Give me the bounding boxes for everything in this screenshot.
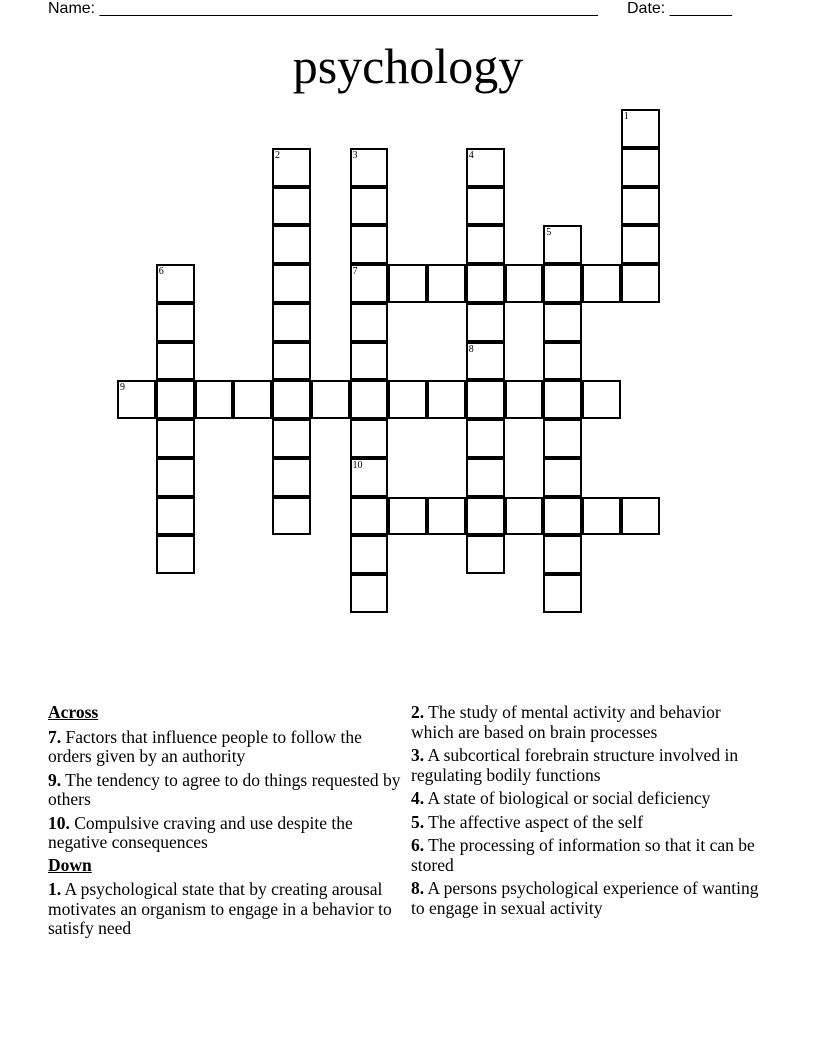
clue-number-label: 4. xyxy=(411,788,425,808)
clues-left-column xyxy=(48,703,403,943)
clue-text: The processing of information so that it can be stored xyxy=(411,835,755,875)
clue-number: 2 xyxy=(275,149,280,161)
clue-number: 9 xyxy=(120,382,125,394)
grid-cell[interactable] xyxy=(466,342,505,381)
clue-item xyxy=(411,746,766,785)
grid-cell[interactable] xyxy=(388,264,427,303)
grid-cell[interactable] xyxy=(156,303,195,342)
clue-number-label: 5. xyxy=(411,811,425,832)
clue-text: A subcortical forebrain structure involved in regulating bodily functions xyxy=(411,745,739,785)
grid-cell[interactable] xyxy=(621,497,660,536)
grid-cell[interactable] xyxy=(350,574,389,613)
grid-cell[interactable] xyxy=(466,458,505,497)
grid-cell[interactable] xyxy=(350,303,389,342)
date-field-line: Date: _______ xyxy=(627,0,732,17)
grid-cell[interactable] xyxy=(272,187,311,226)
grid-cell[interactable] xyxy=(350,380,389,419)
grid-cell[interactable] xyxy=(582,380,621,419)
grid-cell[interactable] xyxy=(621,109,660,148)
grid-cell[interactable] xyxy=(272,225,311,264)
grid-cell[interactable] xyxy=(466,264,505,303)
grid-cell[interactable] xyxy=(350,497,389,536)
grid-cell[interactable] xyxy=(427,264,466,303)
clue-text: Factors that influence people to follow the orders given by an authority xyxy=(48,726,362,766)
grid-cell[interactable] xyxy=(543,342,582,381)
clue-item xyxy=(48,880,403,939)
clue-number: 8 xyxy=(468,343,474,355)
clue-number-label: 3. xyxy=(411,745,425,765)
grid-cell[interactable] xyxy=(466,303,505,342)
grid-cell[interactable] xyxy=(466,148,505,187)
grid-cell[interactable] xyxy=(272,458,311,497)
grid-cell[interactable] xyxy=(543,535,582,574)
clue-text: The tendency to agree to do things requested by others xyxy=(48,769,401,809)
down-clue-list-left xyxy=(48,880,403,939)
grid-cell[interactable] xyxy=(272,419,311,458)
across-heading: Across xyxy=(48,702,99,722)
clue-item xyxy=(411,789,766,809)
grid-cell[interactable] xyxy=(233,380,272,419)
grid-cell[interactable] xyxy=(350,148,389,187)
clue-number: 1 xyxy=(623,111,629,122)
clue-item xyxy=(48,771,403,810)
grid-cell[interactable] xyxy=(582,264,621,303)
grid-cell[interactable] xyxy=(427,380,466,419)
grid-cell[interactable] xyxy=(311,380,350,419)
grid-cell[interactable] xyxy=(505,497,544,536)
grid-cell[interactable] xyxy=(466,187,505,226)
clue-number: 7 xyxy=(352,266,358,277)
grid-cell[interactable] xyxy=(272,342,311,381)
grid-cell[interactable] xyxy=(388,380,427,419)
grid-cell[interactable] xyxy=(466,225,505,264)
grid-cell[interactable] xyxy=(156,458,195,497)
clue-item xyxy=(48,728,403,767)
clue-text: A persons psychological experience of wanting to engage in sexual activity xyxy=(411,878,759,918)
clue-number: 4 xyxy=(468,149,474,161)
across-clue-list xyxy=(48,728,403,853)
clue-number-label: 1. xyxy=(48,879,62,899)
clues-right-column xyxy=(411,703,766,922)
clue-item xyxy=(411,836,766,875)
grid-cell[interactable] xyxy=(117,380,156,419)
grid-cell[interactable] xyxy=(543,574,582,613)
clue-number-label: 6. xyxy=(411,835,425,855)
grid-cell[interactable] xyxy=(350,535,389,574)
clue-text: The study of mental activity and behavior which are based on brain processes xyxy=(411,702,721,742)
grid-cell[interactable] xyxy=(621,148,660,187)
grid-cell[interactable] xyxy=(272,264,311,303)
grid-cell[interactable] xyxy=(195,380,234,419)
grid-cell[interactable] xyxy=(156,342,195,381)
grid-cell[interactable] xyxy=(543,264,582,303)
clue-number: 3 xyxy=(352,149,358,161)
clue-text: The affective aspect of the self xyxy=(424,811,644,832)
name-field-line: Name: ________________________________________________________ xyxy=(48,0,598,17)
grid-cell[interactable] xyxy=(156,497,195,536)
grid-cell[interactable] xyxy=(466,419,505,458)
clue-number-label: 7. xyxy=(48,726,62,747)
down-heading: Down xyxy=(48,854,92,875)
grid-cell[interactable] xyxy=(272,148,311,187)
clue-text: Compulsive craving and use despite the negative consequences xyxy=(48,812,353,852)
grid-cell[interactable] xyxy=(543,497,582,536)
grid-cell[interactable] xyxy=(621,225,660,264)
clue-number: 5 xyxy=(546,227,552,239)
clue-item xyxy=(411,879,766,918)
grid-cell[interactable] xyxy=(543,225,582,264)
clue-number-label: 10. xyxy=(48,812,70,833)
grid-cell[interactable] xyxy=(350,187,389,226)
grid-cell[interactable] xyxy=(427,497,466,536)
clue-number: 10 xyxy=(352,459,363,471)
grid-cell[interactable] xyxy=(582,497,621,536)
grid-cell[interactable] xyxy=(156,535,195,574)
grid-cell[interactable] xyxy=(272,380,311,419)
clue-number-label: 2. xyxy=(411,702,425,722)
grid-cell[interactable] xyxy=(350,264,389,303)
clue-text: A state of biological or social deficiency xyxy=(424,788,711,808)
clue-number: 6 xyxy=(158,266,164,277)
grid-cell[interactable] xyxy=(505,264,544,303)
grid-cell[interactable] xyxy=(350,342,389,381)
grid-cell[interactable] xyxy=(543,380,582,419)
grid-cell[interactable] xyxy=(621,264,660,303)
clue-number-label: 8. xyxy=(411,878,425,898)
grid-cell[interactable] xyxy=(466,380,505,419)
page-title: psychology xyxy=(292,38,524,94)
grid-cell[interactable] xyxy=(466,497,505,536)
down-clue-list-right xyxy=(411,703,766,918)
grid-cell[interactable] xyxy=(350,458,389,497)
grid-cell[interactable] xyxy=(543,303,582,342)
clue-number-label: 9. xyxy=(48,769,62,790)
grid-cell[interactable] xyxy=(350,225,389,264)
grid-cell[interactable] xyxy=(505,380,544,419)
clue-text: A psychological state that by creating arousal motivates an organism to engage in a behavior to satisfy need xyxy=(48,879,392,938)
grid-cell[interactable] xyxy=(543,458,582,497)
grid-cell[interactable] xyxy=(543,419,582,458)
grid-cell[interactable] xyxy=(350,419,389,458)
grid-cell[interactable] xyxy=(156,264,195,303)
grid-cell[interactable] xyxy=(272,497,311,536)
grid-cell[interactable] xyxy=(621,187,660,226)
grid-cell[interactable] xyxy=(272,303,311,342)
grid-cell[interactable] xyxy=(388,497,427,536)
grid-cell[interactable] xyxy=(156,419,195,458)
clue-item xyxy=(411,813,766,833)
grid-cell[interactable] xyxy=(466,535,505,574)
clue-item xyxy=(411,703,766,742)
clue-item xyxy=(48,814,403,853)
grid-cell[interactable] xyxy=(156,380,195,419)
